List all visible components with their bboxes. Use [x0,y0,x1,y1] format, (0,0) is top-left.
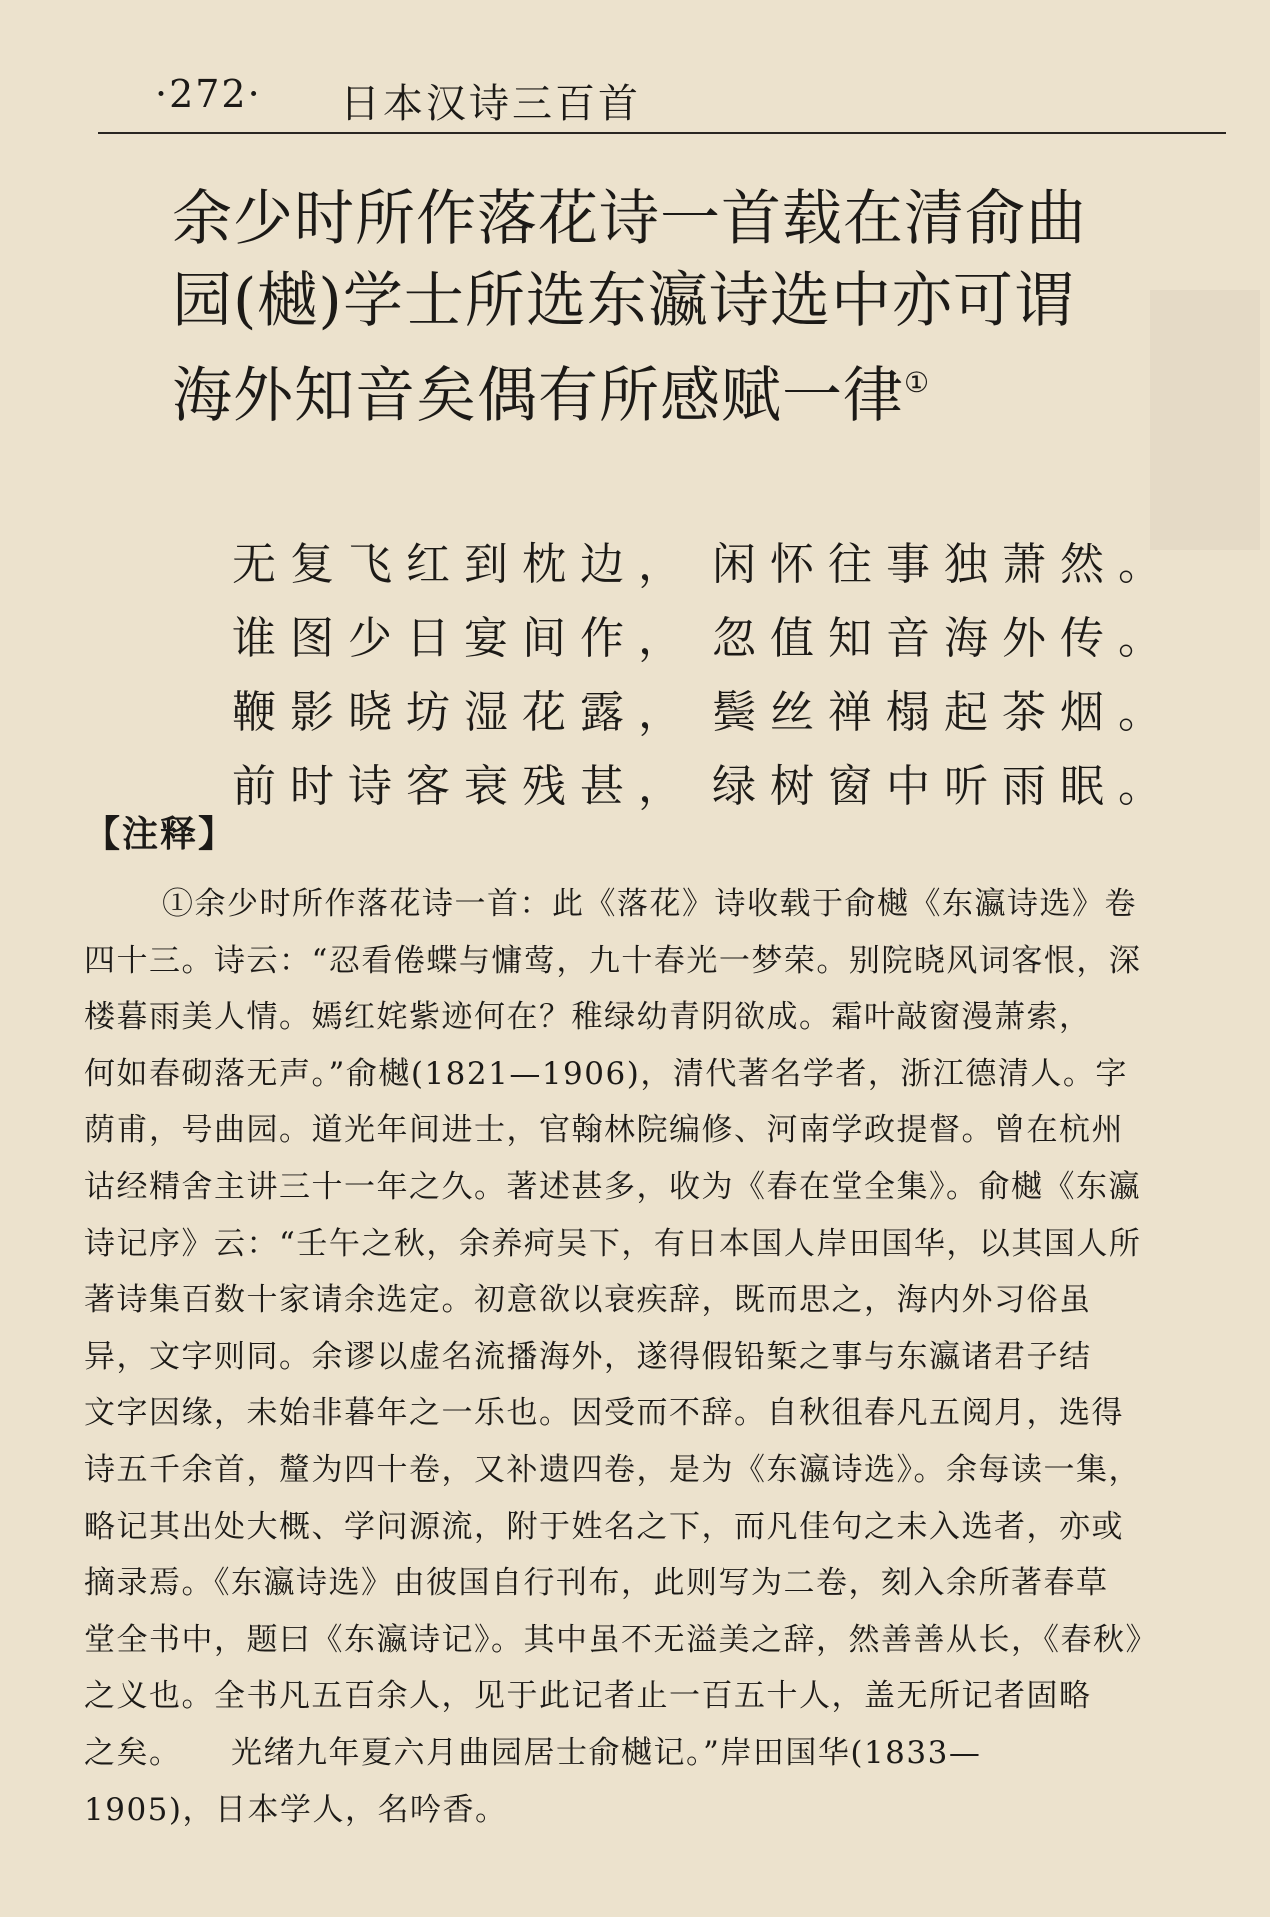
note-line: ①余少时所作落花诗一首：此《落花》诗收载于俞樾《东瀛诗选》卷 [162,886,1137,922]
poem-verses [232,528,1176,824]
poem-title-line [172,342,1172,437]
verse-couplet [232,602,1176,676]
verse-first-half: 前时诗客衰残甚， [232,761,696,812]
note-line: 摘录焉。《东瀛诗选》由彼国自行刊布，此则写为二卷，刻入余所著春草 [84,1565,1109,1602]
note-line: 1905)，日本学人，名吟香。 [84,1791,508,1828]
verse-second-half: 鬓丝禅榻起茶烟。 [712,687,1176,738]
verse-first-half: 无复飞红到枕边， [232,539,696,590]
note-line: 略记其出处大概、学问源流，附于姓名之下，而凡佳句之未入选者，亦或 [84,1508,1124,1545]
note-line: 何如春砌落无声。”俞樾(1821—1906)，清代著名学者，浙江德清人。字 [84,1055,1128,1092]
header-rule [98,132,1226,134]
verse-first-half: 谁图少日宴间作， [232,613,696,664]
page-number: ·272· [155,72,262,116]
notes-heading: 【注释】 [84,814,237,855]
note-line: 之矣。 光绪九年夏六月曲园居士俞樾记。”岸田国华(1833— [84,1734,982,1771]
notes-body [84,876,1214,1838]
note-line: 之义也。全书凡五百余人，见于此记者止一百五十人，盖无所记者固略 [84,1678,1092,1715]
note-line: 诗记序》云：“壬午之秋，余养疴吴下，有日本国人岸田国华，以其国人所 [84,1225,1142,1262]
note-line: 文字因缘，未始非暮年之一乐也。因受而不辞。自秋徂春凡五阅月，选得 [84,1395,1124,1432]
page-header [135,72,1225,132]
verse-second-half: 闲怀往事独萧然。 [712,539,1176,590]
verse-couplet [232,750,1176,824]
verse-couplet [232,528,1176,602]
book-title: 日本汉诗三百首 [340,81,641,127]
note-line: 异，文字则同。余谬以虚名流播海外，遂得假铅椠之事与东瀛诸君子结 [84,1338,1092,1375]
poem-title-line-text: 海外知音矣偶有所感赋一律 [172,361,904,431]
note-line: 堂全书中，题曰《东瀛诗记》。其中虽不无溢美之辞，然善善从长，《春秋》 [84,1621,1158,1658]
note-line: 荫甫，号曲园。道光年间进士，官翰林院编修、河南学政提督。曾在杭州 [84,1112,1124,1149]
footnote-marker: ① [904,366,931,399]
verse-couplet [232,676,1176,750]
poem-title-line: 园(樾)学士所选东瀛诗选中亦可谓 [172,266,1075,336]
poem-title [172,178,1172,437]
note-line: 四十三。诗云：“忍看倦蝶与慵莺，九十春光一梦荣。别院晓风词客恨，深 [84,942,1142,979]
verse-second-half: 绿树窗中听雨眠。 [712,761,1176,812]
verse-first-half: 鞭影晓坊湿花露， [232,687,696,738]
poem-title-line: 余少时所作落花诗一首载在清俞曲 [172,184,1087,254]
verse-second-half: 忽值知音海外传。 [712,613,1176,664]
note-line: 著诗集百数十家请余选定。初意欲以衰疾辞，既而思之，海内外习俗虽 [84,1282,1092,1319]
note-line: 楼暮雨美人情。嫣红姹紫迹何在？稚绿幼青阴欲成。霜叶敲窗漫萧索， [84,999,1092,1036]
note-line: 诂经精舍主讲三十一年之久。著述甚多，收为《春在堂全集》。俞樾《东瀛 [84,1168,1141,1205]
note-line: 诗五千余首，釐为四十卷，又补遗四卷，是为《东瀛诗选》。余每读一集， [84,1451,1141,1488]
